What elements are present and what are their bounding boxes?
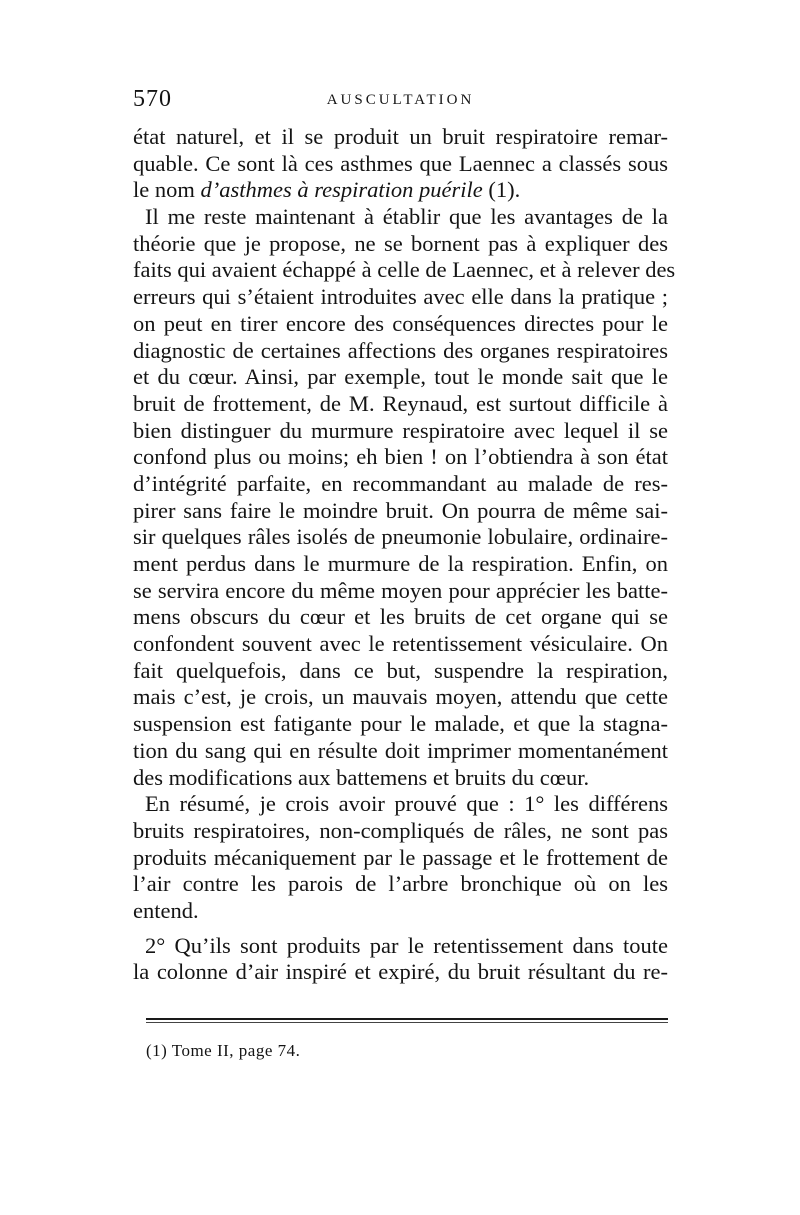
running-head: AUSCULTATION [326, 92, 475, 108]
text-line: bruit de frottement, de M. Reynaud, est surtout difficile à [133, 390, 668, 416]
text-line: le nom d’asthmes à respiration puérile (1). [133, 177, 521, 203]
text-line: diagnostic de certaines affections des organes respiratoires [133, 337, 668, 363]
text-line: d’intégrité parfaite, en recommandant au malade de res- [133, 470, 668, 496]
text-line: tion du sang qui en résulte doit imprimer momentanément [133, 737, 668, 763]
text-line: Il me reste maintenant à établir que les avantages de la [145, 204, 668, 230]
page-header [133, 86, 668, 114]
text-line: fait quelquefois, dans ce but, suspendre la respiration, [133, 657, 668, 683]
text-line: faits qui avaient échappé à celle de Laennec, et à relever des [133, 257, 676, 283]
footnote-rule [146, 1018, 668, 1023]
text-line: se servira encore du même moyen pour apprécier les batte- [133, 577, 668, 603]
italic-phrase: d’asthmes à respiration puérile [200, 177, 483, 203]
text-line: suspension est fatigante pour le malade, et que la stagna- [133, 711, 668, 737]
text-line: la colonne d’air inspiré et expiré, du bruit résultant du re- [133, 959, 668, 985]
text-line: et du cœur. Ainsi, par exemple, tout le monde sait que le [133, 364, 668, 390]
text-line: ment perdus dans le murmure de la respiration. Enfin, on [133, 551, 668, 576]
footnote: (1) Tome II, page 74. [146, 1041, 301, 1060]
text-line: 2° Qu’ils sont produits par le retentissement dans toute [145, 932, 668, 958]
text-line: état naturel, et il se produit un bruit respiratoire remar- [133, 124, 668, 149]
text-line: confond plus ou moins; eh bien ! on l’obtiendra à son état [133, 444, 668, 470]
text-line: bien distinguer du murmure respiratoire avec lequel il se [133, 417, 668, 443]
body-text [133, 124, 676, 986]
text-line: on peut en tirer encore des conséquences directes pour le [133, 310, 668, 336]
text-line: En résumé, je crois avoir prouvé que : 1° les différens [145, 791, 668, 817]
text-line: produits mécaniquement par le passage et le frottement de [133, 844, 668, 870]
text-line: mens obscurs du cœur et les bruits de cet organe qui se [133, 604, 668, 630]
text-line: des modifications aux battemens et bruits du cœur. [133, 764, 590, 790]
text-line: erreurs qui s’étaient introduites avec elle dans la pratique ; [133, 284, 668, 310]
text-line: sir quelques râles isolés de pneumonie lobulaire, ordinaire- [133, 524, 668, 550]
text-line: théorie que je propose, ne se bornent pas à expliquer des [133, 230, 668, 256]
text-line: pirer sans faire le moindre bruit. On pourra de même sai- [133, 497, 668, 523]
text-line: confondent souvent avec le retentissement vésiculaire. On [133, 631, 668, 657]
paragraph-gap [133, 925, 668, 933]
text-line: quable. Ce sont là ces asthmes que Laennec a classés sous [133, 150, 668, 176]
text-line: mais c’est, je crois, un mauvais moyen, attendu que cette [133, 684, 668, 710]
text-line: bruits respiratoires, non-compliqués de râles, ne sont pas [133, 817, 668, 843]
page-number: 570 [133, 86, 172, 112]
text-line: l’air contre les parois de l’arbre bronchique où on les [133, 871, 668, 897]
text-line: entend. [133, 897, 199, 923]
